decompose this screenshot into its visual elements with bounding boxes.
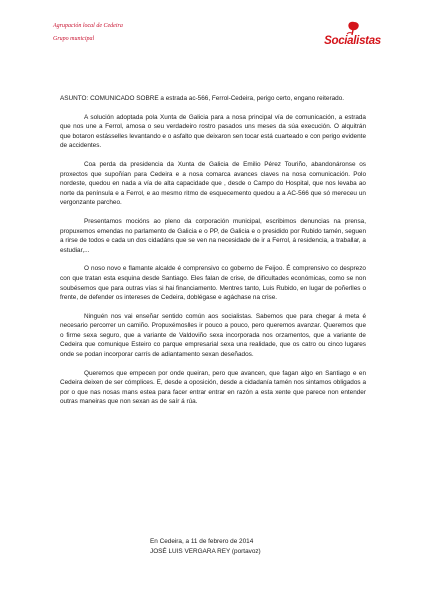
socialistas-logo xyxy=(320,20,385,52)
place-date: En Cedeira, a 11 de febrero de 2014 xyxy=(150,538,254,545)
paragraph-5: Ninguén nos vai enseñar sentido común aos socialistas. Sabemos que para chegar á meta é necesario percorrer un camiño. Propuxémoslles ir pouco a pouco, pero queremos avanzar. Queremos que o firme sexa seguro, que a variante de Valdoviño sexa incorporada nos orzamentos, que a variante de Cedeira que comunique Esteiro co parque empresarial sexa una realidade, que os catro ou cinco lugares onde se podan incorporar carrís de adiantamento sexan deseñados. xyxy=(60,312,366,359)
letter-body xyxy=(60,94,366,416)
rose-icon xyxy=(344,20,364,36)
letterhead xyxy=(53,22,123,43)
subject-line: ASUNTO: COMUNICADO SOBRE a estrada ac-566, Ferrol-Cedeira, perigo certo, engano reiterado. xyxy=(60,95,345,102)
letterhead-group: Grupo municipal xyxy=(53,36,95,42)
paragraph-3: Presentamos mocións ao pleno da corporación municipal, escribimos denuncias na prensa, propuxemos emendas no parlamento de Galicia e o PP, de Galicia e o presidido por Rubido tamén, seguen a rirse de todos e cada un dos cidadáns que se ven na necesidade de ir a Ferrol, á residencia, a traballar, a estudiar,... xyxy=(60,217,366,254)
paragraph-2: Coa perda da presidencia da Xunta de Galicia de Emilio Pérez Touriño, abandonáronse os proxectos que supoñían para Cedeira e a nosa comarca avances claves na nosa comunicación. Polo nordeste, quedou en nada a vía de alta capacidade que , desde o Campo do Hospital, que nos levaba ao norte da península e a Ferrol, e ao mesmo ritmo de esquecemento quedou a a AC-566 que só mereceu un vergonzante parcheo. xyxy=(60,160,366,207)
paragraph-1: A solución adoptada pola Xunta de Galicia para a nosa principal vía de comunicación, a estrada que nos une a Ferrol, amosa o seu verdadeiro rostro pasados uns meses da súa execución. O alquitrán que botaron estásselles levantando e o asfalto que deixaron sen tocar está cuarteado e con perigo evidente de accidentes. xyxy=(60,113,366,150)
signatory-name: JOSÉ LUIS VERGARA REY (portavoz) xyxy=(150,547,261,555)
letterhead-org: Agrupación local de Cedeira xyxy=(53,23,123,29)
logo-text: Socialistas xyxy=(324,35,381,47)
paragraph-4: O noso novo e flamante alcalde é comprensivo co goberno de Feijoo. É comprensivo co desprezo con que tratan esta esquina desde Santiago. Eles falan de crise, de dificultades económicas, como se non soubésemos que para outras vías si hai financiamento. Mentres tanto, Luis Rubido, en lugar de poñerlles o frente, de defender os intereses de Cedeira, doblégase e agáchase na crise. xyxy=(60,265,366,302)
signature-block xyxy=(150,537,350,556)
paragraph-6: Queremos que empecen por onde queiran, pero que avancen, que fagan algo en Santiago e en Cedeira deixen de ser cómplices. E, desde a oposición, desde a cidadanía tamén nos sintamos obligados a por o que nas nosas mans estea para facer entrar entrar en razón a esta xente que parece non entender outras maneiras que non sexan as de saír á rúa. xyxy=(60,369,366,406)
